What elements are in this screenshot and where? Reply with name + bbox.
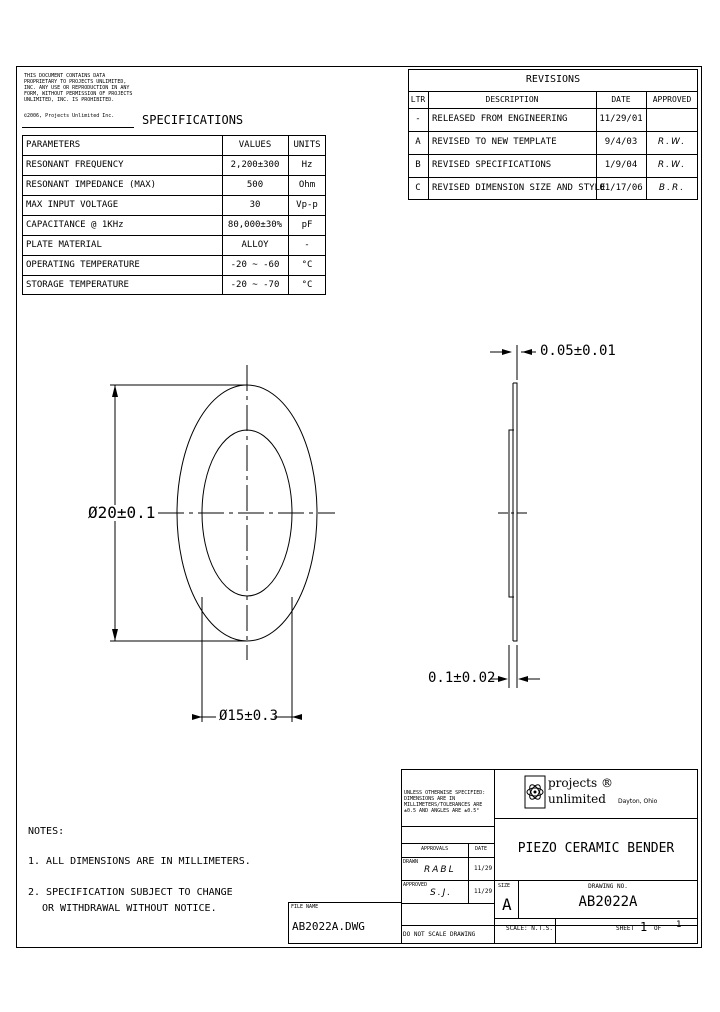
approved-label: APPROVED — [403, 882, 428, 888]
revision-approver: R.W. — [657, 137, 687, 147]
revision-description: REVISED SPECIFICATIONS — [432, 160, 552, 170]
revision-ltr: A — [415, 137, 421, 147]
spec-value: 30 — [249, 200, 261, 210]
scale-label: SCALE: N.T.S. — [506, 925, 553, 932]
spec-unit: pF — [301, 220, 313, 230]
revision-description: REVISED TO NEW TEMPLATE — [432, 137, 557, 147]
plate-dim-arrow-left — [502, 349, 512, 355]
drawing-number: AB2022A — [578, 894, 638, 910]
revision-approver: R.W. — [657, 160, 687, 170]
size-label: SIZE — [498, 883, 511, 889]
spec-parameter: RESONANT FREQUENCY — [26, 160, 124, 170]
inner-dim-arrow-left — [192, 714, 202, 720]
revisions-title: REVISIONS — [525, 74, 581, 85]
spec-parameter: RESONANT IMPEDANCE (MAX) — [26, 180, 157, 190]
sheet-total: 1 — [676, 920, 682, 930]
spec-unit: Vp-p — [296, 200, 318, 210]
spec-title: SPECIFICATIONS — [142, 113, 244, 127]
title-block-divider — [555, 918, 556, 944]
copyright-notice: ©2006, Projects Unlimited Inc. — [24, 113, 115, 119]
spec-value: ALLOY — [241, 240, 269, 250]
spec-unit: Ohm — [298, 180, 316, 190]
revision-description: RELEASED FROM ENGINEERING — [432, 114, 568, 124]
note-item: OR WITHDRAWAL WITHOUT NOTICE. — [42, 903, 217, 914]
spec-value: -20 ~ -60 — [230, 260, 280, 270]
sheet-label: SHEET — [616, 925, 635, 932]
revisions-header-ltr: LTR — [410, 95, 426, 104]
revision-approver: B.R. — [658, 183, 686, 193]
company-name-line1: projects ® — [548, 776, 613, 790]
inner-diameter-label: Ø15±0.3 — [219, 708, 279, 724]
spec-parameter: MAX INPUT VOLTAGE — [26, 200, 119, 210]
revision-ltr: C — [415, 183, 421, 193]
spec-value: 80,000±30% — [227, 220, 283, 230]
size-value: A — [502, 895, 512, 914]
file-name-value: AB2022A.DWG — [292, 920, 365, 933]
approved-by-signature: S.J. — [430, 888, 453, 898]
spec-value: 500 — [246, 180, 264, 190]
spec-parameter: CAPACITANCE @ 1KHz — [26, 220, 124, 230]
title-block-divider — [401, 903, 494, 904]
note-item: 2. SPECIFICATION SUBJECT TO CHANGE — [28, 887, 233, 898]
spec-header-values: VALUES — [238, 140, 272, 150]
revision-description: REVISED DIMENSION SIZE AND STYLE — [432, 183, 606, 193]
title-block-divider — [401, 857, 494, 858]
spec-unit: - — [304, 240, 310, 250]
revisions-header-approved: APPROVED — [652, 95, 692, 104]
do-not-scale-note: DO NOT SCALE DRAWING — [403, 931, 476, 938]
side-plate-top — [513, 383, 517, 641]
title-block-divider — [401, 843, 494, 844]
plate-dim-arrow-right — [522, 349, 532, 355]
drawn-label: DRAWN — [403, 859, 419, 865]
sheet-of-label: OF — [654, 925, 662, 932]
total-thickness-label: 0.1±0.02 — [428, 670, 496, 686]
sheet-number: 1 — [640, 920, 648, 934]
outer-dim-arrow-top — [112, 385, 118, 397]
outer-diameter-label: Ø20±0.1 — [88, 503, 156, 522]
notes-title: NOTES: — [28, 826, 65, 837]
drawn-date: 11/29 — [474, 865, 493, 872]
company-logo-icon — [524, 775, 546, 809]
plate-thickness-label: 0.05±0.01 — [540, 343, 616, 359]
revisions-header-description: DESCRIPTION — [485, 95, 539, 104]
spec-value: 2,200±300 — [230, 160, 280, 170]
company-city: Dayton, Ohio — [618, 798, 658, 805]
revision-date: 01/17/06 — [599, 183, 643, 193]
revision-ltr: - — [415, 114, 421, 124]
spec-parameter: STORAGE TEMPERATURE — [26, 280, 129, 290]
revision-ltr: B — [415, 160, 421, 170]
title-block-divider — [494, 918, 698, 919]
tolerance-note: UNLESS OTHERWISE SPECIFIED: DIMENSIONS ARE IN MILLIMETERS/TOLERANCES ARE ±0.5 AND ANGLES ARE ±0.5° — [404, 790, 486, 814]
company-name-line2: unlimited — [548, 792, 606, 806]
title-block-divider — [401, 826, 494, 827]
spec-parameter: PLATE MATERIAL — [26, 240, 102, 250]
outer-dim-arrow-bottom — [112, 629, 118, 641]
date-label: DATE — [475, 846, 488, 852]
spec-value: -20 ~ -70 — [230, 280, 280, 290]
spec-header-parameters: PARAMETERS — [26, 140, 81, 150]
proprietary-notice: THIS DOCUMENT CONTAINS DATA PROPRIETARY TO PROJECTS UNLIMITED, INC. ANY USE OR REPRODUCTION IN ANY FORM, WITHOUT PERMISSION OF PROJECTS UNLIMITED, INC. IS PROHIBITED. — [24, 73, 133, 103]
title-block-divider — [401, 880, 698, 881]
inner-dim-arrow-right — [292, 714, 302, 720]
file-name-label: FILE NAME — [291, 904, 319, 910]
approvals-label: APPROVALS — [421, 846, 449, 852]
spec-parameter: OPERATING TEMPERATURE — [26, 260, 140, 270]
approved-date: 11/29 — [474, 888, 493, 895]
title-block-divider — [468, 843, 469, 903]
spec-unit: °C — [301, 260, 313, 270]
note-item: 1. ALL DIMENSIONS ARE IN MILLIMETERS. — [28, 856, 251, 867]
revision-date: 1/9/04 — [604, 160, 638, 170]
revisions-header-date: DATE — [611, 95, 631, 104]
title-block-divider — [494, 818, 698, 819]
spec-unit: °C — [301, 280, 313, 290]
spec-unit: Hz — [301, 160, 313, 170]
part-title: PIEZO CERAMIC BENDER — [517, 841, 675, 856]
spec-header-units: UNITS — [293, 140, 321, 150]
drawn-by-signature: RABL — [424, 865, 456, 875]
revision-date: 9/4/03 — [604, 137, 638, 147]
thickness-dim-arrow-right — [518, 676, 528, 682]
drawing-number-label: DRAWING NO. — [588, 883, 628, 890]
revision-date: 11/29/01 — [599, 114, 643, 124]
thickness-dim-arrow-left — [498, 676, 508, 682]
